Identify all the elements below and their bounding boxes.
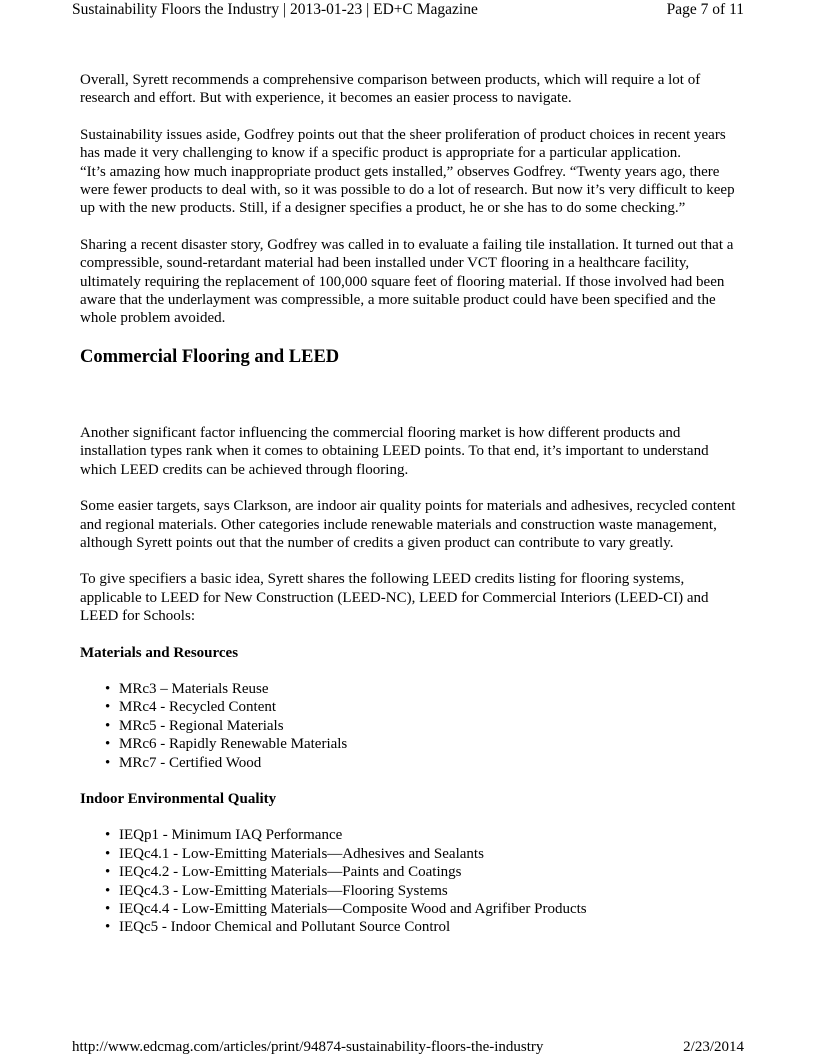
page-number: Page 7 of 11 (666, 1, 744, 18)
subheading-ieq: Indoor Environmental Quality (80, 790, 277, 807)
paragraph: Another significant factor influencing the commercial flooring market is how different products and installation types rank when it comes to obtaining LEED points. To that end, it’s important to understand which LEED credits can be achieved through flooring. (80, 424, 709, 478)
list-item: • IEQc4.2 - Low-Emitting Materials—Paints and Coatings (105, 863, 736, 881)
list-item: • MRc6 - Rapidly Renewable Materials (105, 735, 736, 753)
section-heading: Commercial Flooring and LEED (80, 346, 340, 367)
list-item: • MRc7 - Certified Wood (105, 754, 736, 772)
list-item: • IEQc4.4 - Low-Emitting Materials—Composite Wood and Agrifiber Products (105, 900, 736, 918)
page-footer (72, 1038, 744, 1056)
page-header (72, 0, 744, 20)
list-item: • MRc3 – Materials Reuse (105, 680, 736, 698)
list-item: • IEQc5 - Indoor Chemical and Pollutant Source Control (105, 918, 736, 936)
list-item: • IEQp1 - Minimum IAQ Performance (105, 826, 736, 844)
paragraph: “It’s amazing how much inappropriate product gets installed,” observes Godfrey. “Twenty years ago, there were fewer products to deal with, so it was possible to do a lot of research. But now it’s very difficult to keep up with the new products. Still, if a designer specifies a product, he or she has to do some checking.” (80, 163, 735, 217)
source-url: http://www.edcmag.com/articles/print/94874-sustainability-floors-the-industry (72, 1039, 544, 1055)
ieq-list (80, 826, 736, 936)
article-content (80, 71, 736, 937)
materials-list (80, 680, 736, 772)
subheading-materials: Materials and Resources (80, 644, 239, 661)
list-item: • MRc4 - Recycled Content (105, 698, 736, 716)
paragraph: Sharing a recent disaster story, Godfrey was called in to evaluate a failing tile installation. It turned out that a compressible, sound-retardant material had been installed under VCT flooring in a healthcare facility, ultimately requiring the replacement of 100,000 square feet of flooring material. If those involved had been aware that the underlayment was compressible, a more suitable product could have been specified and the whole problem avoided. (80, 236, 734, 327)
document-title: Sustainability Floors the Industry | 2013-01-23 | ED+C Magazine (72, 1, 478, 18)
paragraph: Overall, Syrett recommends a comprehensive comparison between products, which will require a lot of research and effort. But with experience, it becomes an easier process to navigate. (80, 72, 701, 107)
paragraph: To give specifiers a basic idea, Syrett shares the following LEED credits listing for flooring systems, applicable to LEED for New Construction (LEED-NC), LEED for Commercial Interiors (LEED-CI) and LEED for Schools: (80, 571, 709, 625)
list-item: • IEQc4.1 - Low-Emitting Materials—Adhesives and Sealants (105, 845, 736, 863)
list-item: • MRc5 - Regional Materials (105, 717, 736, 735)
paragraph: Sustainability issues aside, Godfrey points out that the sheer proliferation of product choices in recent years has made it very challenging to know if a specific product is appropriate for a particular application. (80, 126, 726, 162)
paragraph: Some easier targets, says Clarkson, are indoor air quality points for materials and adhesives, recycled content and regional materials. Other categories include renewable materials and construction waste management, although Syrett points out that the number of credits a given product can contribute to vary greatly. (80, 498, 736, 551)
list-item: • IEQc4.3 - Low-Emitting Materials—Flooring Systems (105, 882, 736, 900)
print-date: 2/23/2014 (683, 1039, 744, 1055)
